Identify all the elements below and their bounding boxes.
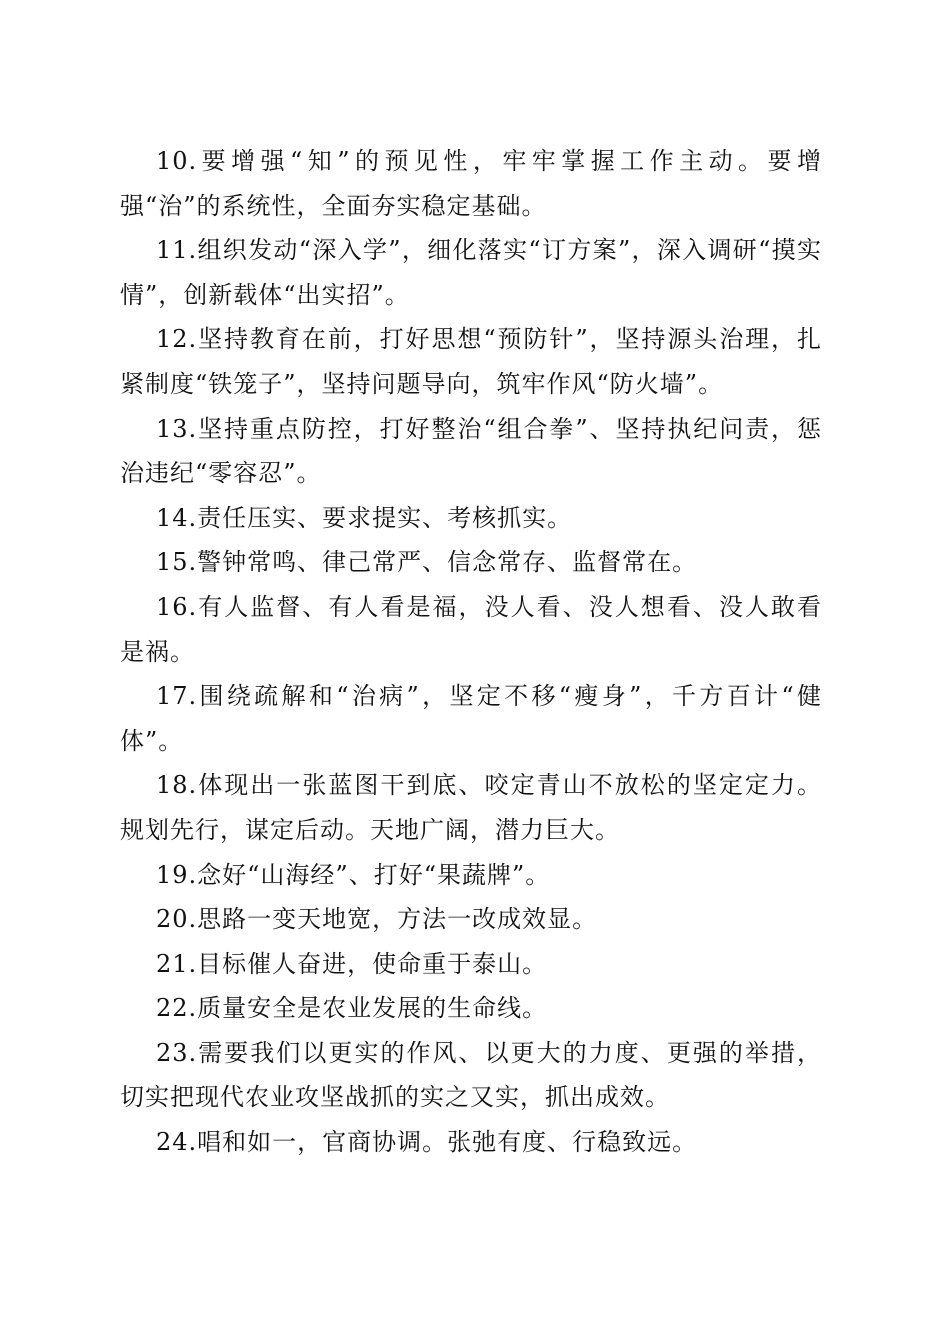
paragraph-20: 20.思路一变天地宽，方法一改成效显。: [156, 905, 598, 934]
paragraph-15: 15.警钟常鸣、律己常严、信念常存、监督常在。: [156, 548, 698, 577]
paragraph-14: 14.责任压实、要求提实、考核抓实。: [156, 503, 573, 532]
paragraph-19: 19.念好“山海经”、打好“果蔬牌”。: [156, 860, 551, 889]
paragraph-11: 11.组织发动“深入学”，细化落实“订方案”，深入调研“摸实情”，创新载体“出实招”。: [120, 236, 822, 309]
paragraph-10: 10.要增强“知”的预见性，牢牢掌握工作主动。要增强“治”的系统性，全面夯实稳定基础。: [120, 147, 822, 220]
paragraph-16: 16.有人监督、有人看是福，没人看、没人想看、没人敢看是祸。: [120, 592, 822, 666]
paragraph-22: 22.质量安全是农业发展的生命线。: [156, 994, 548, 1023]
paragraph-23: 23.需要我们以更实的作风、以更大的力度、更强的举措，切实把现代农业攻坚战抓的实之又实，抓出成效。: [120, 1038, 822, 1112]
paragraph-13: 13.坚持重点防控，打好整治“组合拳”、坚持执纪问责，惩治违纪“零容忍”。: [120, 414, 822, 488]
paragraph-21: 21.目标催人奋进，使命重于泰山。: [156, 949, 548, 978]
paragraph-12: 12.坚持教育在前，打好思想“预防针”，坚持源头治理，扎紧制度“铁笼子”，坚持问题导向，筑牢作风“防火墙”。: [120, 325, 822, 398]
paragraph-18: 18.体现出一张蓝图干到底、咬定青山不放松的坚定定力。规划先行，谋定后动。天地广阔，潜力巨大。: [120, 771, 822, 844]
document-body: [120, 139, 822, 1165]
paragraph-24: 24.唱和如一，官商协调。张弛有度、行稳致远。: [156, 1128, 698, 1157]
paragraph-17: 17.围绕疏解和“治病”，坚定不移“瘦身”，千方百计“健体”。: [120, 682, 822, 755]
